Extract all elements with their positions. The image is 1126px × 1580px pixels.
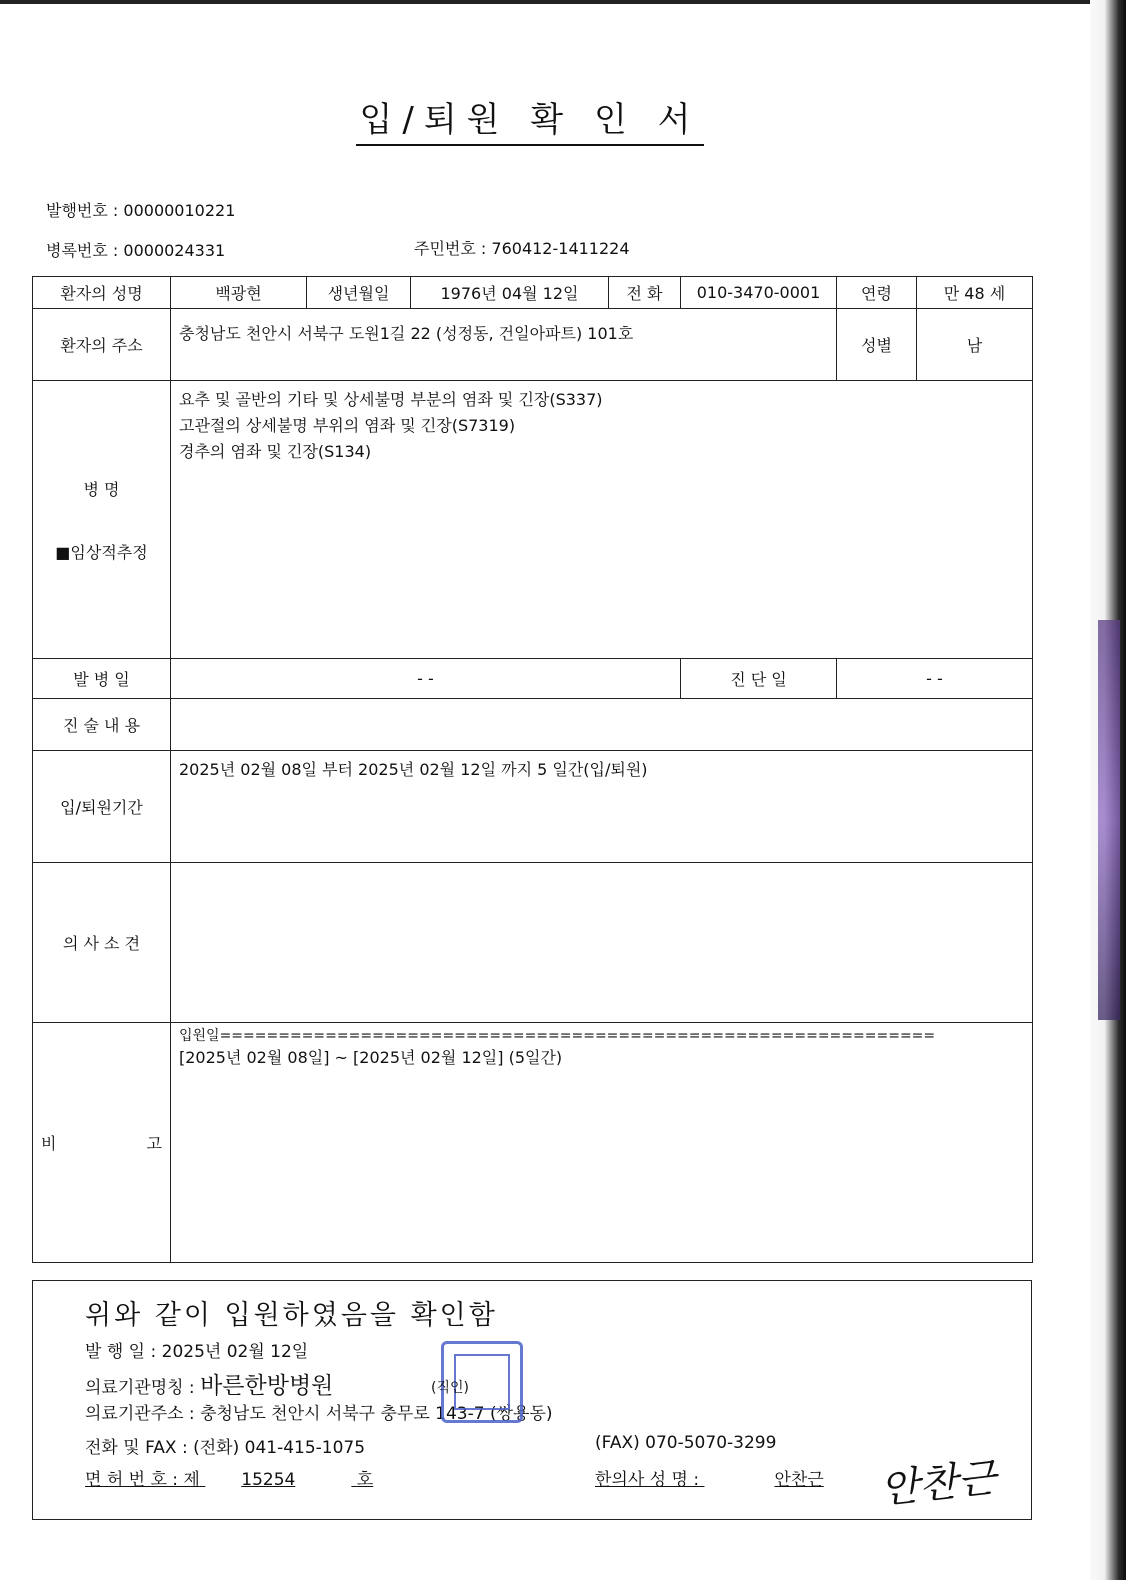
remarks-label-right: 고: [146, 1134, 162, 1153]
remarks-row: [33, 1023, 1033, 1263]
age-label: 연령: [837, 277, 917, 309]
doctor-label: 한의사 성 명 :: [595, 1470, 700, 1490]
issue-no-value: 00000010221: [123, 201, 236, 220]
opinion-value: [171, 863, 1033, 1023]
onset-value: - -: [171, 659, 681, 699]
statement-label: 진 술 내 용: [33, 699, 171, 751]
institution-name-row: [85, 1367, 333, 1400]
remarks-line-1: 입원일=============================================================: [179, 1028, 936, 1044]
diagnosis-row: [33, 381, 1033, 659]
license-label: 면 허 번 호 : 제: [85, 1470, 200, 1490]
license-number: 15254: [241, 1470, 296, 1490]
period-value: 2025년 02월 08일 부터 2025년 02월 12일 까지 5 일간(입/퇴원): [171, 751, 1033, 863]
opinion-label: 의 사 소 견: [33, 863, 171, 1023]
remarks-label-left: 비: [41, 1134, 57, 1153]
confirm-statement: 위와 같이 입원하였음을 확인함: [85, 1300, 498, 1331]
phone-value: 010-3470-0001: [681, 277, 837, 309]
issue-no-label: 발행번호 :: [46, 201, 119, 220]
patient-row-2: [33, 309, 1033, 381]
issue-date-row: [85, 1337, 308, 1362]
onset-label: 발 병 일: [33, 659, 171, 699]
address-value: 충청남도 천안시 서북구 도원1길 22 (성정동, 건일아파트) 101호: [171, 309, 837, 381]
resident-no-value: 760412-1411224: [491, 239, 630, 258]
onset-row: [33, 659, 1033, 699]
diagnosis-label: 병 명: [83, 479, 120, 499]
record-no-label: 병록번호 :: [46, 241, 119, 260]
license-suffix: 호: [356, 1470, 374, 1490]
contact-row: [85, 1433, 365, 1458]
record-no-value: 0000024331: [123, 241, 226, 260]
scan-edge-strip: [1098, 620, 1120, 1020]
resident-no-label: 주민번호 :: [414, 239, 487, 258]
diagnosis-sublabel: ■임상적추정: [55, 542, 148, 562]
institution-name: 바른한방병원: [200, 1373, 334, 1399]
birth-label: 생년월일: [307, 277, 411, 309]
page-title: [0, 92, 1060, 141]
doctor-signature: 안찬근: [878, 1455, 999, 1513]
address-label: 환자의 주소: [33, 309, 171, 381]
period-label: 입/퇴원기간: [33, 751, 171, 863]
issue-no-row: [46, 198, 235, 221]
diagnosis-label-cell: [33, 381, 171, 659]
doctor-row: [595, 1465, 824, 1490]
period-row: [33, 751, 1033, 863]
institution-address: 충청남도 천안시 서북구 충무로 143-7 (쌍용동): [200, 1404, 553, 1424]
doctor-name: 안찬근: [774, 1470, 824, 1490]
opinion-row: [33, 863, 1033, 1023]
diagnosis-item: 고관절의 상세불명 부위의 염좌 및 긴장(S7319): [179, 416, 516, 435]
diagnosis-item: 경추의 염좌 및 긴장(S134): [179, 442, 372, 461]
remarks-line-2: [2025년 02월 08일] ~ [2025년 02월 12일] (5일간): [179, 1048, 563, 1067]
birth-value: 1976년 04월 12일: [411, 277, 609, 309]
resident-no-row: [414, 236, 630, 259]
statement-value: [171, 699, 1033, 751]
record-table: [32, 276, 1033, 1263]
issue-date-label: 발 행 일 :: [85, 1342, 157, 1362]
phone-number: (전화) 041-415-1075: [193, 1438, 366, 1458]
title-text: 입/퇴원 확 인 서: [356, 100, 705, 146]
patient-name: 백광현: [171, 277, 307, 309]
diag-date-label: 진 단 일: [681, 659, 837, 699]
contact-label: 전화 및 FAX :: [85, 1438, 188, 1458]
remarks-label-cell: [33, 1023, 171, 1263]
sex-value: 남: [917, 309, 1033, 381]
patient-name-label: 환자의 성명: [33, 277, 171, 309]
diagnosis-item: 요추 및 골반의 기타 및 상세불명 부분의 염좌 및 긴장(S337): [179, 390, 603, 409]
seal-mark-text: (직인): [431, 1380, 469, 1396]
institution-address-label: 의료기관주소 :: [85, 1404, 195, 1424]
scan-edge-top: [0, 0, 1126, 4]
patient-row-1: [33, 277, 1033, 309]
license-row: [85, 1465, 373, 1490]
phone-label: 전 화: [609, 277, 681, 309]
institution-name-label: 의료기관명칭 :: [85, 1378, 195, 1398]
fax-number: (FAX) 070-5070-3299: [595, 1433, 777, 1453]
diagnosis-list: [171, 381, 1033, 659]
sex-label: 성별: [837, 309, 917, 381]
issue-date-value: 2025년 02월 12일: [161, 1342, 309, 1362]
remarks-value: [171, 1023, 1033, 1263]
record-no-row: [46, 238, 225, 261]
age-value: 만 48 세: [917, 277, 1033, 309]
diag-date-value: - -: [837, 659, 1033, 699]
statement-row: [33, 699, 1033, 751]
